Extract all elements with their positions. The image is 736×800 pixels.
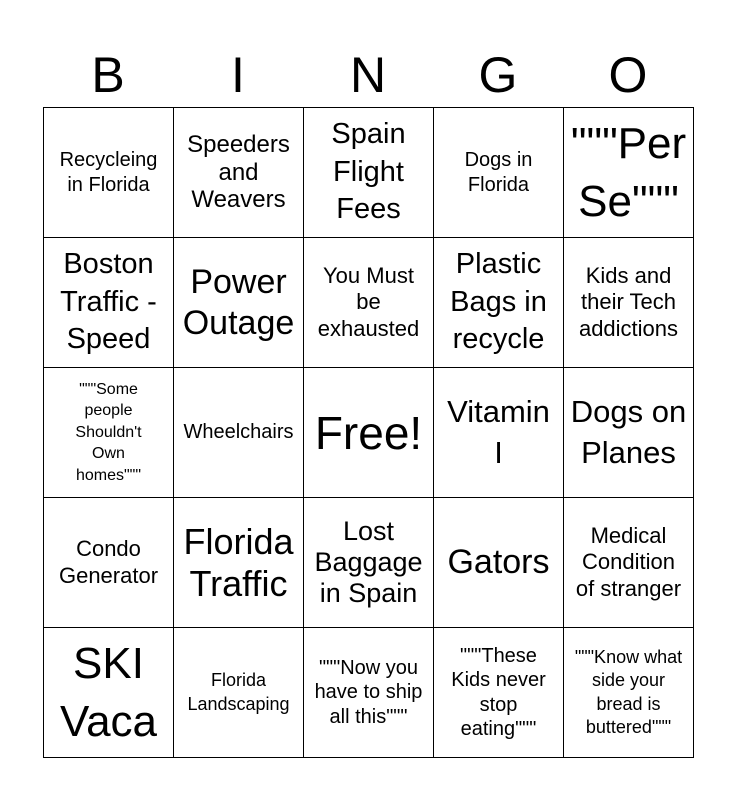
cell-text: """These Kids never stop eating""" — [451, 644, 546, 740]
bingo-cell[interactable] — [304, 238, 434, 368]
header-letter-b: B — [91, 47, 125, 103]
bingo-board — [43, 107, 694, 758]
bingo-cell[interactable] — [44, 108, 174, 238]
cell-text: Plastic Bags in recycle — [450, 247, 547, 356]
header-letter-n: N — [349, 47, 387, 103]
bingo-cell[interactable] — [174, 108, 304, 238]
bingo-cell[interactable] — [564, 628, 694, 758]
cell-text: Dogs on Planes — [570, 394, 687, 470]
cell-text: Lost Baggage in Spain — [314, 515, 423, 609]
header-letter-g: G — [478, 47, 518, 103]
bingo-cell-free[interactable] — [304, 368, 434, 498]
cell-text: Florida Landscaping — [187, 670, 290, 714]
cell-text: SKI Vaca — [59, 639, 158, 746]
bingo-cell[interactable] — [304, 628, 434, 758]
bingo-cell[interactable] — [434, 368, 564, 498]
bingo-cell[interactable] — [564, 368, 694, 498]
free-space-text: Free! — [314, 406, 423, 459]
cell-text: Speeders and Weavers — [187, 131, 290, 214]
cell-text: Medical Condition of stranger — [575, 522, 682, 601]
cell-text: """Per Se""" — [570, 119, 687, 226]
header-letter-o: O — [608, 47, 648, 103]
cell-text: Spain Flight Fees — [331, 117, 406, 226]
cell-text: You Must be exhausted — [317, 262, 420, 341]
bingo-cell[interactable] — [44, 368, 174, 498]
cell-text: Florida Traffic — [183, 521, 294, 604]
cell-text: Dogs in Florida — [464, 149, 533, 196]
bingo-cell[interactable] — [434, 628, 564, 758]
bingo-cell[interactable] — [434, 108, 564, 238]
cell-text: Gators — [447, 543, 550, 582]
cell-text: Condo Generator — [58, 536, 159, 588]
bingo-cell[interactable] — [304, 498, 434, 628]
cell-text: """Now you have to ship all this""" — [314, 656, 423, 728]
cell-text: Wheelchairs — [183, 421, 294, 444]
bingo-cell[interactable] — [44, 498, 174, 628]
bingo-cell[interactable] — [44, 628, 174, 758]
bingo-cell[interactable] — [434, 238, 564, 368]
cell-text: Kids and their Tech addictions — [578, 262, 679, 341]
cell-text: """Know what side your bread is buttered""" — [574, 646, 683, 737]
bingo-header — [43, 44, 693, 106]
bingo-cell[interactable] — [174, 368, 304, 498]
header-letter-i: I — [231, 47, 245, 103]
bingo-cell[interactable] — [564, 238, 694, 368]
cell-text: Vitamin I — [447, 394, 550, 470]
cell-text: Power Outage — [182, 262, 295, 342]
cell-text: Recycleing in Florida — [59, 149, 158, 196]
bingo-cell[interactable] — [44, 238, 174, 368]
bingo-cell[interactable] — [564, 498, 694, 628]
cell-text: Boston Traffic - Speed — [60, 247, 157, 356]
cell-text: """Some people Shouldn't Own homes""" — [75, 380, 142, 484]
bingo-cell[interactable] — [174, 238, 304, 368]
bingo-cell[interactable] — [304, 108, 434, 238]
bingo-cell[interactable] — [174, 498, 304, 628]
bingo-cell[interactable] — [564, 108, 694, 238]
bingo-cell[interactable] — [434, 498, 564, 628]
bingo-cell[interactable] — [174, 628, 304, 758]
